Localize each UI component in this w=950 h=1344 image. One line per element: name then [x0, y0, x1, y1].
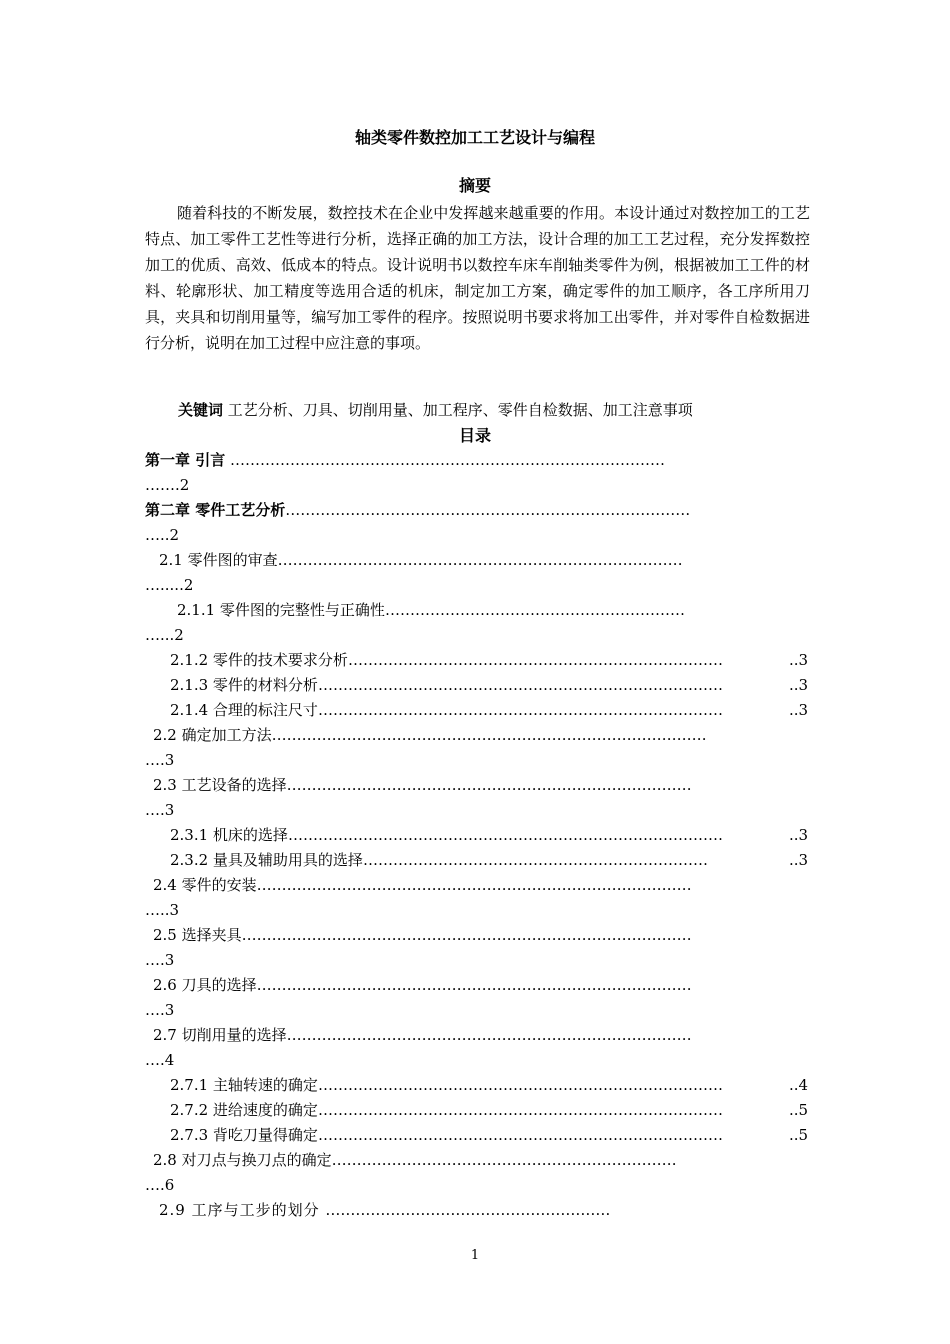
toc-entry-label: 2.9 工序与工步的划分	[159, 1201, 326, 1219]
toc-entry-label: 2.6 刀具的选择	[153, 976, 257, 994]
toc-entry-label: 2.7 切削用量的选择	[153, 1026, 287, 1044]
document-title: 轴类零件数控加工工艺设计与编程	[354, 128, 595, 147]
toc-leader-dots: ………………………………………………………………………	[286, 776, 692, 794]
toc-entry-page: …..2	[145, 526, 180, 544]
toc-entry-2-1-3[interactable]	[170, 673, 790, 697]
toc-leader-dots: ……………………………………………………………………………	[256, 976, 692, 994]
toc-leader-dots: ……………………………………………………………………………	[256, 876, 692, 894]
toc-leader-dots: ………………………………………………………………………	[277, 551, 683, 569]
toc-entry-2-3-1[interactable]	[170, 823, 790, 847]
toc-entry-page: ..3	[789, 826, 809, 844]
toc-entry-label: 2.1.1 零件图的完整性与正确性	[177, 601, 385, 619]
toc-entry-2-9[interactable]	[159, 1198, 810, 1222]
toc-entry-page: ….3	[145, 951, 175, 969]
toc-entry-label: 2.3.2 量具及辅助用具的选择	[170, 851, 363, 869]
toc-leader-dots: ………………………………………………………………………………	[241, 926, 692, 944]
toc-leader-dots: ………………………………………………………………………	[286, 1026, 692, 1044]
toc-leader-dots: ……………………………………………………………	[331, 1151, 677, 1169]
toc-entry-label: 2.7.1 主轴转速的确定	[170, 1076, 318, 1094]
toc-entry-2-3-2[interactable]	[170, 848, 790, 872]
toc-leader-dots: ……………………………………………………………………………	[287, 826, 723, 844]
toc-entry-page: ..3	[789, 701, 809, 719]
toc-entry-page: ….4	[145, 1051, 175, 1069]
keywords-line	[178, 398, 838, 422]
toc-leader-dots: …………………………………………………………………	[347, 651, 723, 669]
toc-entry-page: ….3	[145, 1001, 175, 1019]
toc-entry-ch1[interactable]	[145, 448, 810, 472]
page-number: 1	[470, 1248, 480, 1263]
toc-entry-2-5[interactable]	[153, 923, 810, 947]
toc-leader-dots: ……………………………………………………………………………	[271, 726, 707, 744]
toc-leader-dots: ……………………………………………………………	[362, 851, 708, 869]
toc-entry-page: ….6	[145, 1176, 175, 1194]
toc-entry-page: ..5	[789, 1126, 809, 1144]
toc-entry-2-1-1[interactable]	[177, 598, 810, 622]
toc-entry-label: 2.1.3 零件的材料分析	[170, 676, 318, 694]
toc-entry-2-7-1[interactable]	[170, 1073, 790, 1097]
toc-leader-dots: ………………………………………………………………………	[317, 1126, 723, 1144]
toc-entry-2-4[interactable]	[153, 873, 810, 897]
toc-leader-dots: ………………………………………………………………………	[317, 1076, 723, 1094]
abstract-heading: 摘要	[458, 176, 491, 195]
toc-leader-dots: …………………………………………………	[325, 1201, 611, 1219]
toc-entry-label: 2.5 选择夹具	[153, 926, 242, 944]
toc-entry-label: 2.7.2 进给速度的确定	[170, 1101, 318, 1119]
toc-entry-page: ….3	[145, 751, 175, 769]
toc-leader-dots: ………………………………………………………………………	[317, 701, 723, 719]
keywords-label: 关键词	[178, 401, 224, 419]
toc-leader-dots: ………………………………………………………………………	[317, 1101, 723, 1119]
toc-entry-2-7-3[interactable]	[170, 1123, 790, 1147]
keywords-text: 工艺分析、刀具、切削用量、加工程序、零件自检数据、加工注意事项	[223, 401, 693, 419]
toc-entry-2-7[interactable]	[153, 1023, 810, 1047]
toc-entry-page: ….3	[145, 801, 175, 819]
abstract-text: 随着科技的不断发展，数控技术在企业中发挥越来越重要的作用。本设计通过对数控加工的工艺特点、加工零件工艺性等进行分析，选择正确的加工方法，设计合理的加工工艺过程，充分发挥数控加工的优质、高效、低成本的特点。设计说明书以数控车床车削轴类零件为例，根据被加工工件的材料、轮廓形状、加工精度等选用合适的机床，制定加工方案，确定零件的加工顺序，各工序所用刀具，夹具和切削用量等，编写加工零件的程序。按照说明书要求将加工出零件，并对零件自检数据进行分析，说明在加工过程中应注意的事项。	[145, 204, 810, 352]
toc-entry-page: …...2	[145, 626, 184, 644]
toc-entry-2-1-4[interactable]	[170, 698, 790, 722]
toc-entry-label: 2.8 对刀点与换刀点的确定	[153, 1151, 332, 1169]
toc-entry-label: 2.3 工艺设备的选择	[153, 776, 287, 794]
toc-leader-dots: ……………………………………………………………………………	[225, 451, 666, 469]
toc-entry-2-1-2[interactable]	[170, 648, 790, 672]
toc-entry-page: ..3	[789, 676, 809, 694]
toc-entry-label: 2.4 零件的安装	[153, 876, 257, 894]
toc-entry-2-1[interactable]	[159, 548, 810, 572]
toc-entry-label: 2.1.2 零件的技术要求分析	[170, 651, 348, 669]
toc-entry-page: ..3	[789, 851, 809, 869]
toc-heading: 目录	[458, 426, 491, 445]
toc-leader-dots: ……………………………………………………	[384, 601, 685, 619]
toc-entry-2-8[interactable]	[153, 1148, 810, 1172]
toc-entry-label: 2.7.3 背吃刀量得确定	[170, 1126, 318, 1144]
toc-entry-page: ….....2	[145, 576, 194, 594]
toc-entry-page: …..3	[145, 901, 180, 919]
toc-entry-page: …….2	[145, 476, 190, 494]
toc-entry-2-7-2[interactable]	[170, 1098, 790, 1122]
toc-leader-dots: ………………………………………………………………………	[285, 501, 691, 519]
toc-entry-2-2[interactable]	[153, 723, 810, 747]
toc-entry-page: ..5	[789, 1101, 809, 1119]
toc-entry-label: 第二章 零件工艺分析	[145, 501, 286, 519]
toc-entry-page: ..3	[789, 651, 809, 669]
toc-entry-label: 2.1 零件图的审查	[159, 551, 278, 569]
toc-entry-label: 2.3.1 机床的选择	[170, 826, 288, 844]
toc-entry-2-6[interactable]	[153, 973, 810, 997]
toc-entry-label: 第一章 引言	[145, 451, 226, 469]
toc-entry-label: 2.1.4 合理的标注尺寸	[170, 701, 318, 719]
toc-entry-ch2[interactable]	[145, 498, 810, 522]
toc-leader-dots: ………………………………………………………………………	[317, 676, 723, 694]
toc-entry-2-3[interactable]	[153, 773, 810, 797]
toc-entry-label: 2.2 确定加工方法	[153, 726, 272, 744]
toc-entry-page: ..4	[789, 1076, 809, 1094]
